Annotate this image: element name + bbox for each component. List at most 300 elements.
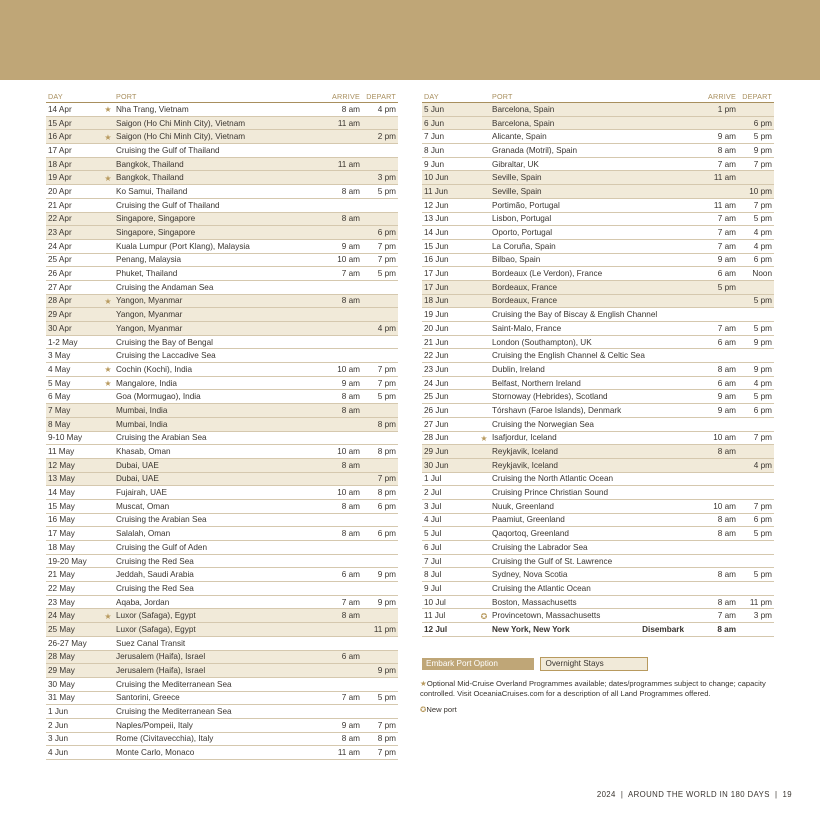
table-row bbox=[422, 445, 774, 459]
cell-day: 4 Jul bbox=[422, 513, 478, 527]
cell-day: 15 Jun bbox=[422, 239, 478, 253]
cell-port: Portimão, Portugal bbox=[490, 198, 686, 212]
cell-mark bbox=[478, 568, 490, 582]
cell-depart bbox=[362, 431, 398, 445]
cell-depart bbox=[362, 308, 398, 322]
cell-port: Bangkok, Thailand bbox=[114, 157, 310, 171]
cell-arrive: 9 am bbox=[310, 718, 362, 732]
cell-depart: 8 pm bbox=[362, 417, 398, 431]
cell-day: 26-27 May bbox=[46, 636, 102, 650]
cell-mark bbox=[478, 349, 490, 363]
cell-port: Jerusalem (Haifa), Israel bbox=[114, 664, 310, 678]
cell-mark bbox=[478, 595, 490, 609]
table-row bbox=[46, 226, 398, 240]
cell-port: London (Southampton), UK bbox=[490, 335, 686, 349]
cell-port: Cruising the Gulf of Aden bbox=[114, 541, 310, 555]
cell-depart: 5 pm bbox=[362, 390, 398, 404]
table-row bbox=[46, 513, 398, 527]
cell-mark bbox=[102, 212, 114, 226]
cell-arrive: 10 am bbox=[310, 486, 362, 500]
footer-title: AROUND THE WORLD IN 180 DAYS bbox=[628, 790, 770, 799]
table-row bbox=[46, 623, 398, 637]
cell-mark bbox=[102, 677, 114, 691]
cell-mark bbox=[478, 458, 490, 472]
cell-day: 22 Jun bbox=[422, 349, 478, 363]
cell-arrive bbox=[310, 541, 362, 555]
cell-depart: 7 pm bbox=[738, 431, 774, 445]
page-footer: 2024 | AROUND THE WORLD IN 180 DAYS | 19 bbox=[596, 790, 792, 799]
cell-day: 15 May bbox=[46, 499, 102, 513]
cell-depart bbox=[738, 417, 774, 431]
table-row bbox=[46, 198, 398, 212]
cell-port: Boston, Massachusetts bbox=[490, 595, 686, 609]
cell-mark bbox=[478, 171, 490, 185]
cell-arrive: 9 am bbox=[686, 404, 738, 418]
cell-mark bbox=[102, 595, 114, 609]
cell-port: Saint-Malo, France bbox=[490, 322, 686, 336]
cell-day: 6 Jul bbox=[422, 541, 478, 555]
cell-arrive: 7 am bbox=[686, 212, 738, 226]
table-row bbox=[422, 185, 774, 199]
cell-mark bbox=[102, 486, 114, 500]
cell-port: Yangon, Myanmar bbox=[114, 322, 310, 336]
table-row bbox=[422, 144, 774, 158]
cell-arrive bbox=[310, 582, 362, 596]
cell-depart bbox=[362, 554, 398, 568]
table-row bbox=[422, 376, 774, 390]
cell-mark bbox=[478, 582, 490, 596]
cell-day: 3 Jun bbox=[46, 732, 102, 746]
cell-port: Monte Carlo, Monaco bbox=[114, 746, 310, 760]
cell-arrive: 9 am bbox=[686, 390, 738, 404]
cell-mark bbox=[102, 705, 114, 719]
cell-port: Dubai, UAE bbox=[114, 472, 310, 486]
cell-mark bbox=[478, 486, 490, 500]
cell-port: Mangalore, India bbox=[114, 376, 310, 390]
cell-depart bbox=[362, 636, 398, 650]
cell-arrive: 8 am bbox=[686, 595, 738, 609]
header-port: PORT bbox=[114, 90, 310, 103]
cell-depart: 5 pm bbox=[738, 294, 774, 308]
cell-arrive bbox=[310, 280, 362, 294]
cell-mark: ★ bbox=[478, 431, 490, 445]
cell-depart: 4 pm bbox=[738, 226, 774, 240]
header-banner bbox=[0, 0, 820, 80]
cell-day: 28 Apr bbox=[46, 294, 102, 308]
table-row bbox=[422, 541, 774, 555]
cell-port: Rome (Civitavecchia), Italy bbox=[114, 732, 310, 746]
cell-depart: 6 pm bbox=[362, 499, 398, 513]
table-row bbox=[46, 171, 398, 185]
cell-mark bbox=[478, 144, 490, 158]
cell-arrive bbox=[310, 417, 362, 431]
cell-port: Provincetown, Massachusetts bbox=[490, 609, 686, 623]
cell-port: Cochin (Kochi), India bbox=[114, 363, 310, 377]
table-row bbox=[422, 322, 774, 336]
cell-arrive: 8 am bbox=[686, 527, 738, 541]
cell-mark bbox=[102, 226, 114, 240]
cell-mark bbox=[102, 554, 114, 568]
cell-port: Bordeaux, France bbox=[490, 294, 686, 308]
cell-port: Santorini, Greece bbox=[114, 691, 310, 705]
cell-day: 19-20 May bbox=[46, 554, 102, 568]
header-mark bbox=[478, 90, 490, 103]
cell-depart: 2 pm bbox=[362, 130, 398, 144]
cell-day: 24 Jun bbox=[422, 376, 478, 390]
cell-day: 9 Jul bbox=[422, 582, 478, 596]
cell-day: 29 Apr bbox=[46, 308, 102, 322]
cell-arrive bbox=[686, 458, 738, 472]
cell-arrive bbox=[310, 664, 362, 678]
table-row bbox=[46, 322, 398, 336]
table-row bbox=[46, 280, 398, 294]
cell-depart: 4 pm bbox=[362, 103, 398, 117]
cell-depart bbox=[738, 541, 774, 555]
cell-day: 8 Jun bbox=[422, 144, 478, 158]
cell-mark bbox=[102, 116, 114, 130]
cell-port: Nha Trang, Vietnam bbox=[114, 103, 310, 117]
table-row bbox=[46, 335, 398, 349]
table-row bbox=[422, 609, 774, 623]
cell-day: 25 Apr bbox=[46, 253, 102, 267]
cell-port: Tórshavn (Faroe Islands), Denmark bbox=[490, 404, 686, 418]
cell-arrive: 11 am bbox=[310, 157, 362, 171]
cell-day: 9-10 May bbox=[46, 431, 102, 445]
table-row bbox=[46, 376, 398, 390]
cell-depart: 9 pm bbox=[738, 335, 774, 349]
cell-mark bbox=[102, 267, 114, 281]
cell-port: Cruising Prince Christian Sound bbox=[490, 486, 686, 500]
cell-depart bbox=[362, 198, 398, 212]
cell-port: Ko Samui, Thailand bbox=[114, 185, 310, 199]
cell-day: 1-2 May bbox=[46, 335, 102, 349]
cell-mark bbox=[102, 185, 114, 199]
cell-depart: 7 pm bbox=[738, 157, 774, 171]
cell-arrive: 6 am bbox=[686, 335, 738, 349]
cell-arrive: 8 am bbox=[310, 732, 362, 746]
cell-day: 5 Jun bbox=[422, 103, 478, 117]
cell-port: Cruising the Bay of Biscay & English Channel bbox=[490, 308, 686, 322]
cell-arrive: 8 am bbox=[686, 568, 738, 582]
cell-depart: 5 pm bbox=[362, 185, 398, 199]
cell-port: Fujairah, UAE bbox=[114, 486, 310, 500]
cell-port: Luxor (Safaga), Egypt bbox=[114, 609, 310, 623]
table-row bbox=[46, 609, 398, 623]
table-row bbox=[422, 486, 774, 500]
table-row bbox=[46, 541, 398, 555]
legend-embark-port: Embark Port Option bbox=[422, 658, 534, 670]
cell-depart: 5 pm bbox=[738, 130, 774, 144]
cell-mark bbox=[478, 239, 490, 253]
cell-arrive: 10 am bbox=[310, 445, 362, 459]
cell-mark bbox=[478, 212, 490, 226]
cell-depart bbox=[738, 308, 774, 322]
table-row bbox=[422, 499, 774, 513]
cell-port: Dublin, Ireland bbox=[490, 363, 686, 377]
cell-depart bbox=[362, 650, 398, 664]
itinerary-right-column bbox=[422, 90, 774, 637]
cell-arrive bbox=[310, 431, 362, 445]
cell-port: Bilbao, Spain bbox=[490, 253, 686, 267]
header-mark bbox=[102, 90, 114, 103]
cell-mark bbox=[478, 513, 490, 527]
cell-day: 1 Jul bbox=[422, 472, 478, 486]
cell-depart bbox=[738, 472, 774, 486]
table-row bbox=[422, 527, 774, 541]
cell-port: Singapore, Singapore bbox=[114, 226, 310, 240]
cell-port: Mumbai, India bbox=[114, 404, 310, 418]
table-row bbox=[46, 746, 398, 760]
cell-arrive: 10 am bbox=[686, 431, 738, 445]
table-row bbox=[46, 253, 398, 267]
cell-day: 15 Apr bbox=[46, 116, 102, 130]
footer-page-number: 19 bbox=[782, 790, 792, 799]
cell-mark: ✪ bbox=[478, 609, 490, 623]
cell-port: Cruising the Gulf of St. Lawrence bbox=[490, 554, 686, 568]
cell-port: Cruising the Mediterranean Sea bbox=[114, 705, 310, 719]
itinerary-left-column bbox=[46, 90, 398, 760]
cell-mark bbox=[478, 445, 490, 459]
table-row bbox=[422, 280, 774, 294]
cell-depart: 4 pm bbox=[738, 376, 774, 390]
cell-arrive: 6 am bbox=[686, 267, 738, 281]
cell-depart: 10 pm bbox=[738, 185, 774, 199]
cell-day: 5 May bbox=[46, 376, 102, 390]
header-port: PORT bbox=[490, 90, 686, 103]
cell-day: 29 May bbox=[46, 664, 102, 678]
cell-day: 18 Apr bbox=[46, 157, 102, 171]
cell-mark bbox=[478, 185, 490, 199]
cell-day: 22 Apr bbox=[46, 212, 102, 226]
cell-day: 4 Jun bbox=[46, 746, 102, 760]
cell-arrive: 5 pm bbox=[686, 280, 738, 294]
cell-arrive: 8 am bbox=[686, 144, 738, 158]
cell-arrive bbox=[310, 513, 362, 527]
cell-mark bbox=[478, 130, 490, 144]
cell-day: 14 Jun bbox=[422, 226, 478, 240]
cell-depart: 4 pm bbox=[738, 239, 774, 253]
cell-mark: ★ bbox=[102, 294, 114, 308]
cell-port: Reykjavik, Iceland bbox=[490, 458, 686, 472]
cell-depart: 11 pm bbox=[738, 595, 774, 609]
cell-port: Gibraltar, UK bbox=[490, 157, 686, 171]
cell-arrive: 11 am bbox=[686, 198, 738, 212]
cell-day: 7 May bbox=[46, 404, 102, 418]
disembark-row bbox=[422, 623, 774, 637]
table-row bbox=[46, 404, 398, 418]
cell-arrive bbox=[686, 417, 738, 431]
cell-mark bbox=[478, 280, 490, 294]
footnote-overland-text: Optional Mid-Cruise Overland Programmes available; dates/programmes subject to change; capacity controlled. Visit OceaniaCruises.com for a description of all Land Programmes offered. bbox=[420, 679, 766, 698]
table-row bbox=[46, 732, 398, 746]
cell-mark bbox=[478, 554, 490, 568]
table-row bbox=[422, 472, 774, 486]
cell-day: 30 May bbox=[46, 677, 102, 691]
table-row bbox=[46, 349, 398, 363]
cell-port: Suez Canal Transit bbox=[114, 636, 310, 650]
cell-depart: 8 pm bbox=[362, 732, 398, 746]
cell-arrive bbox=[310, 677, 362, 691]
cell-day: 11 May bbox=[46, 445, 102, 459]
cell-depart: 8 pm bbox=[362, 445, 398, 459]
table-row bbox=[46, 582, 398, 596]
table-row bbox=[422, 308, 774, 322]
cell-depart: Noon bbox=[738, 267, 774, 281]
cell-mark bbox=[478, 541, 490, 555]
cell-day: 17 Apr bbox=[46, 144, 102, 158]
cell-arrive: 1 pm bbox=[686, 103, 738, 117]
table-row bbox=[422, 595, 774, 609]
cell-day: 11 Jul bbox=[422, 609, 478, 623]
cell-day: 4 May bbox=[46, 363, 102, 377]
cell-depart: 6 pm bbox=[362, 226, 398, 240]
header-arrive: ARRIVE bbox=[686, 90, 738, 103]
cell-arrive: 8 am bbox=[310, 609, 362, 623]
cell-mark bbox=[478, 404, 490, 418]
cell-depart: 7 pm bbox=[362, 363, 398, 377]
cell-arrive bbox=[310, 335, 362, 349]
cell-mark bbox=[102, 390, 114, 404]
disembark-label: Disembark bbox=[642, 624, 684, 634]
cell-day: 12 May bbox=[46, 458, 102, 472]
cell-day: 6 Jun bbox=[422, 116, 478, 130]
cell-arrive: 7 am bbox=[310, 267, 362, 281]
table-row bbox=[422, 390, 774, 404]
table-row bbox=[46, 308, 398, 322]
cell-port: Penang, Malaysia bbox=[114, 253, 310, 267]
cell-mark bbox=[478, 363, 490, 377]
cell-depart bbox=[362, 404, 398, 418]
cell-port: Cruising the Gulf of Thailand bbox=[114, 144, 310, 158]
cell-port: Cruising the North Atlantic Ocean bbox=[490, 472, 686, 486]
cell-port: Phuket, Thailand bbox=[114, 267, 310, 281]
cell-arrive bbox=[686, 472, 738, 486]
table-row bbox=[422, 294, 774, 308]
cell-depart bbox=[362, 335, 398, 349]
cell-depart: 11 pm bbox=[362, 623, 398, 637]
cell-day: 8 Jul bbox=[422, 568, 478, 582]
cell-arrive: 7 am bbox=[310, 595, 362, 609]
cell-day: 12 Jun bbox=[422, 198, 478, 212]
cell-depart bbox=[362, 349, 398, 363]
cell-day: 23 May bbox=[46, 595, 102, 609]
cell-day: 17 May bbox=[46, 527, 102, 541]
table-row bbox=[422, 568, 774, 582]
new-port-icon: ✪ bbox=[420, 705, 427, 714]
cell-day: 20 Jun bbox=[422, 322, 478, 336]
footnotes bbox=[420, 679, 770, 721]
cell-day: 19 Jun bbox=[422, 308, 478, 322]
cell-depart: 9 pm bbox=[738, 144, 774, 158]
table-row bbox=[46, 445, 398, 459]
cell-depart: 9 pm bbox=[362, 568, 398, 582]
cell-arrive: 6 am bbox=[310, 568, 362, 582]
table-row bbox=[422, 335, 774, 349]
cell-mark bbox=[102, 144, 114, 158]
cell-day: 24 Apr bbox=[46, 239, 102, 253]
cell-depart: 3 pm bbox=[738, 609, 774, 623]
table-row bbox=[46, 486, 398, 500]
cell-arrive bbox=[310, 171, 362, 185]
cell-arrive bbox=[310, 623, 362, 637]
cell-mark bbox=[102, 746, 114, 760]
header-arrive: ARRIVE bbox=[310, 90, 362, 103]
cell-day: 12 Jul bbox=[422, 623, 478, 637]
cell-depart bbox=[362, 212, 398, 226]
table-row bbox=[46, 568, 398, 582]
cell-day: 25 May bbox=[46, 623, 102, 637]
cell-port: Seville, Spain bbox=[490, 171, 686, 185]
cell-mark bbox=[102, 417, 114, 431]
cell-depart: 7 pm bbox=[362, 253, 398, 267]
cell-arrive bbox=[310, 554, 362, 568]
cell-mark bbox=[478, 390, 490, 404]
cell-day: 24 May bbox=[46, 609, 102, 623]
cell-mark: ★ bbox=[102, 130, 114, 144]
table-row bbox=[46, 527, 398, 541]
cell-day: 28 May bbox=[46, 650, 102, 664]
cell-port: Saigon (Ho Chi Minh City), Vietnam bbox=[114, 130, 310, 144]
cell-mark bbox=[478, 253, 490, 267]
cell-day: 22 May bbox=[46, 582, 102, 596]
cell-mark bbox=[478, 527, 490, 541]
cell-day: 27 Apr bbox=[46, 280, 102, 294]
cell-mark bbox=[102, 582, 114, 596]
cell-port: Bordeaux, France bbox=[490, 280, 686, 294]
cell-port: Isafjordur, Iceland bbox=[490, 431, 686, 445]
cell-port: Cruising the Labrador Sea bbox=[490, 541, 686, 555]
cell-day: 3 May bbox=[46, 349, 102, 363]
table-row bbox=[422, 404, 774, 418]
cell-depart bbox=[362, 280, 398, 294]
cell-day: 8 May bbox=[46, 417, 102, 431]
cell-mark bbox=[478, 376, 490, 390]
cell-port: Qaqortoq, Greenland bbox=[490, 527, 686, 541]
table-row bbox=[46, 705, 398, 719]
table-row bbox=[422, 212, 774, 226]
cell-arrive: 9 am bbox=[686, 253, 738, 267]
cell-day: 10 Jun bbox=[422, 171, 478, 185]
table-row bbox=[46, 458, 398, 472]
cell-arrive: 10 am bbox=[310, 363, 362, 377]
cell-depart: 6 pm bbox=[362, 527, 398, 541]
cell-day: 30 Jun bbox=[422, 458, 478, 472]
table-row bbox=[46, 650, 398, 664]
cell-day: 16 Apr bbox=[46, 130, 102, 144]
cell-mark bbox=[478, 335, 490, 349]
table-row bbox=[422, 349, 774, 363]
table-row bbox=[422, 513, 774, 527]
table-row bbox=[422, 363, 774, 377]
cell-day: 1 Jun bbox=[46, 705, 102, 719]
footnote-overland bbox=[420, 679, 770, 699]
cell-arrive: 6 am bbox=[310, 650, 362, 664]
cell-arrive: 7 am bbox=[686, 226, 738, 240]
cell-arrive: 8 am bbox=[310, 499, 362, 513]
cell-arrive: 10 am bbox=[686, 499, 738, 513]
table-row bbox=[46, 116, 398, 130]
cell-depart: 6 pm bbox=[738, 513, 774, 527]
table-row bbox=[422, 239, 774, 253]
table-row bbox=[46, 472, 398, 486]
cell-depart bbox=[362, 541, 398, 555]
cell-day: 27 Jun bbox=[422, 417, 478, 431]
cell-port: Bordeaux (Le Verdon), France bbox=[490, 267, 686, 281]
cell-mark bbox=[102, 335, 114, 349]
cell-mark bbox=[102, 322, 114, 336]
cell-mark: ★ bbox=[102, 363, 114, 377]
cell-day: 21 May bbox=[46, 568, 102, 582]
